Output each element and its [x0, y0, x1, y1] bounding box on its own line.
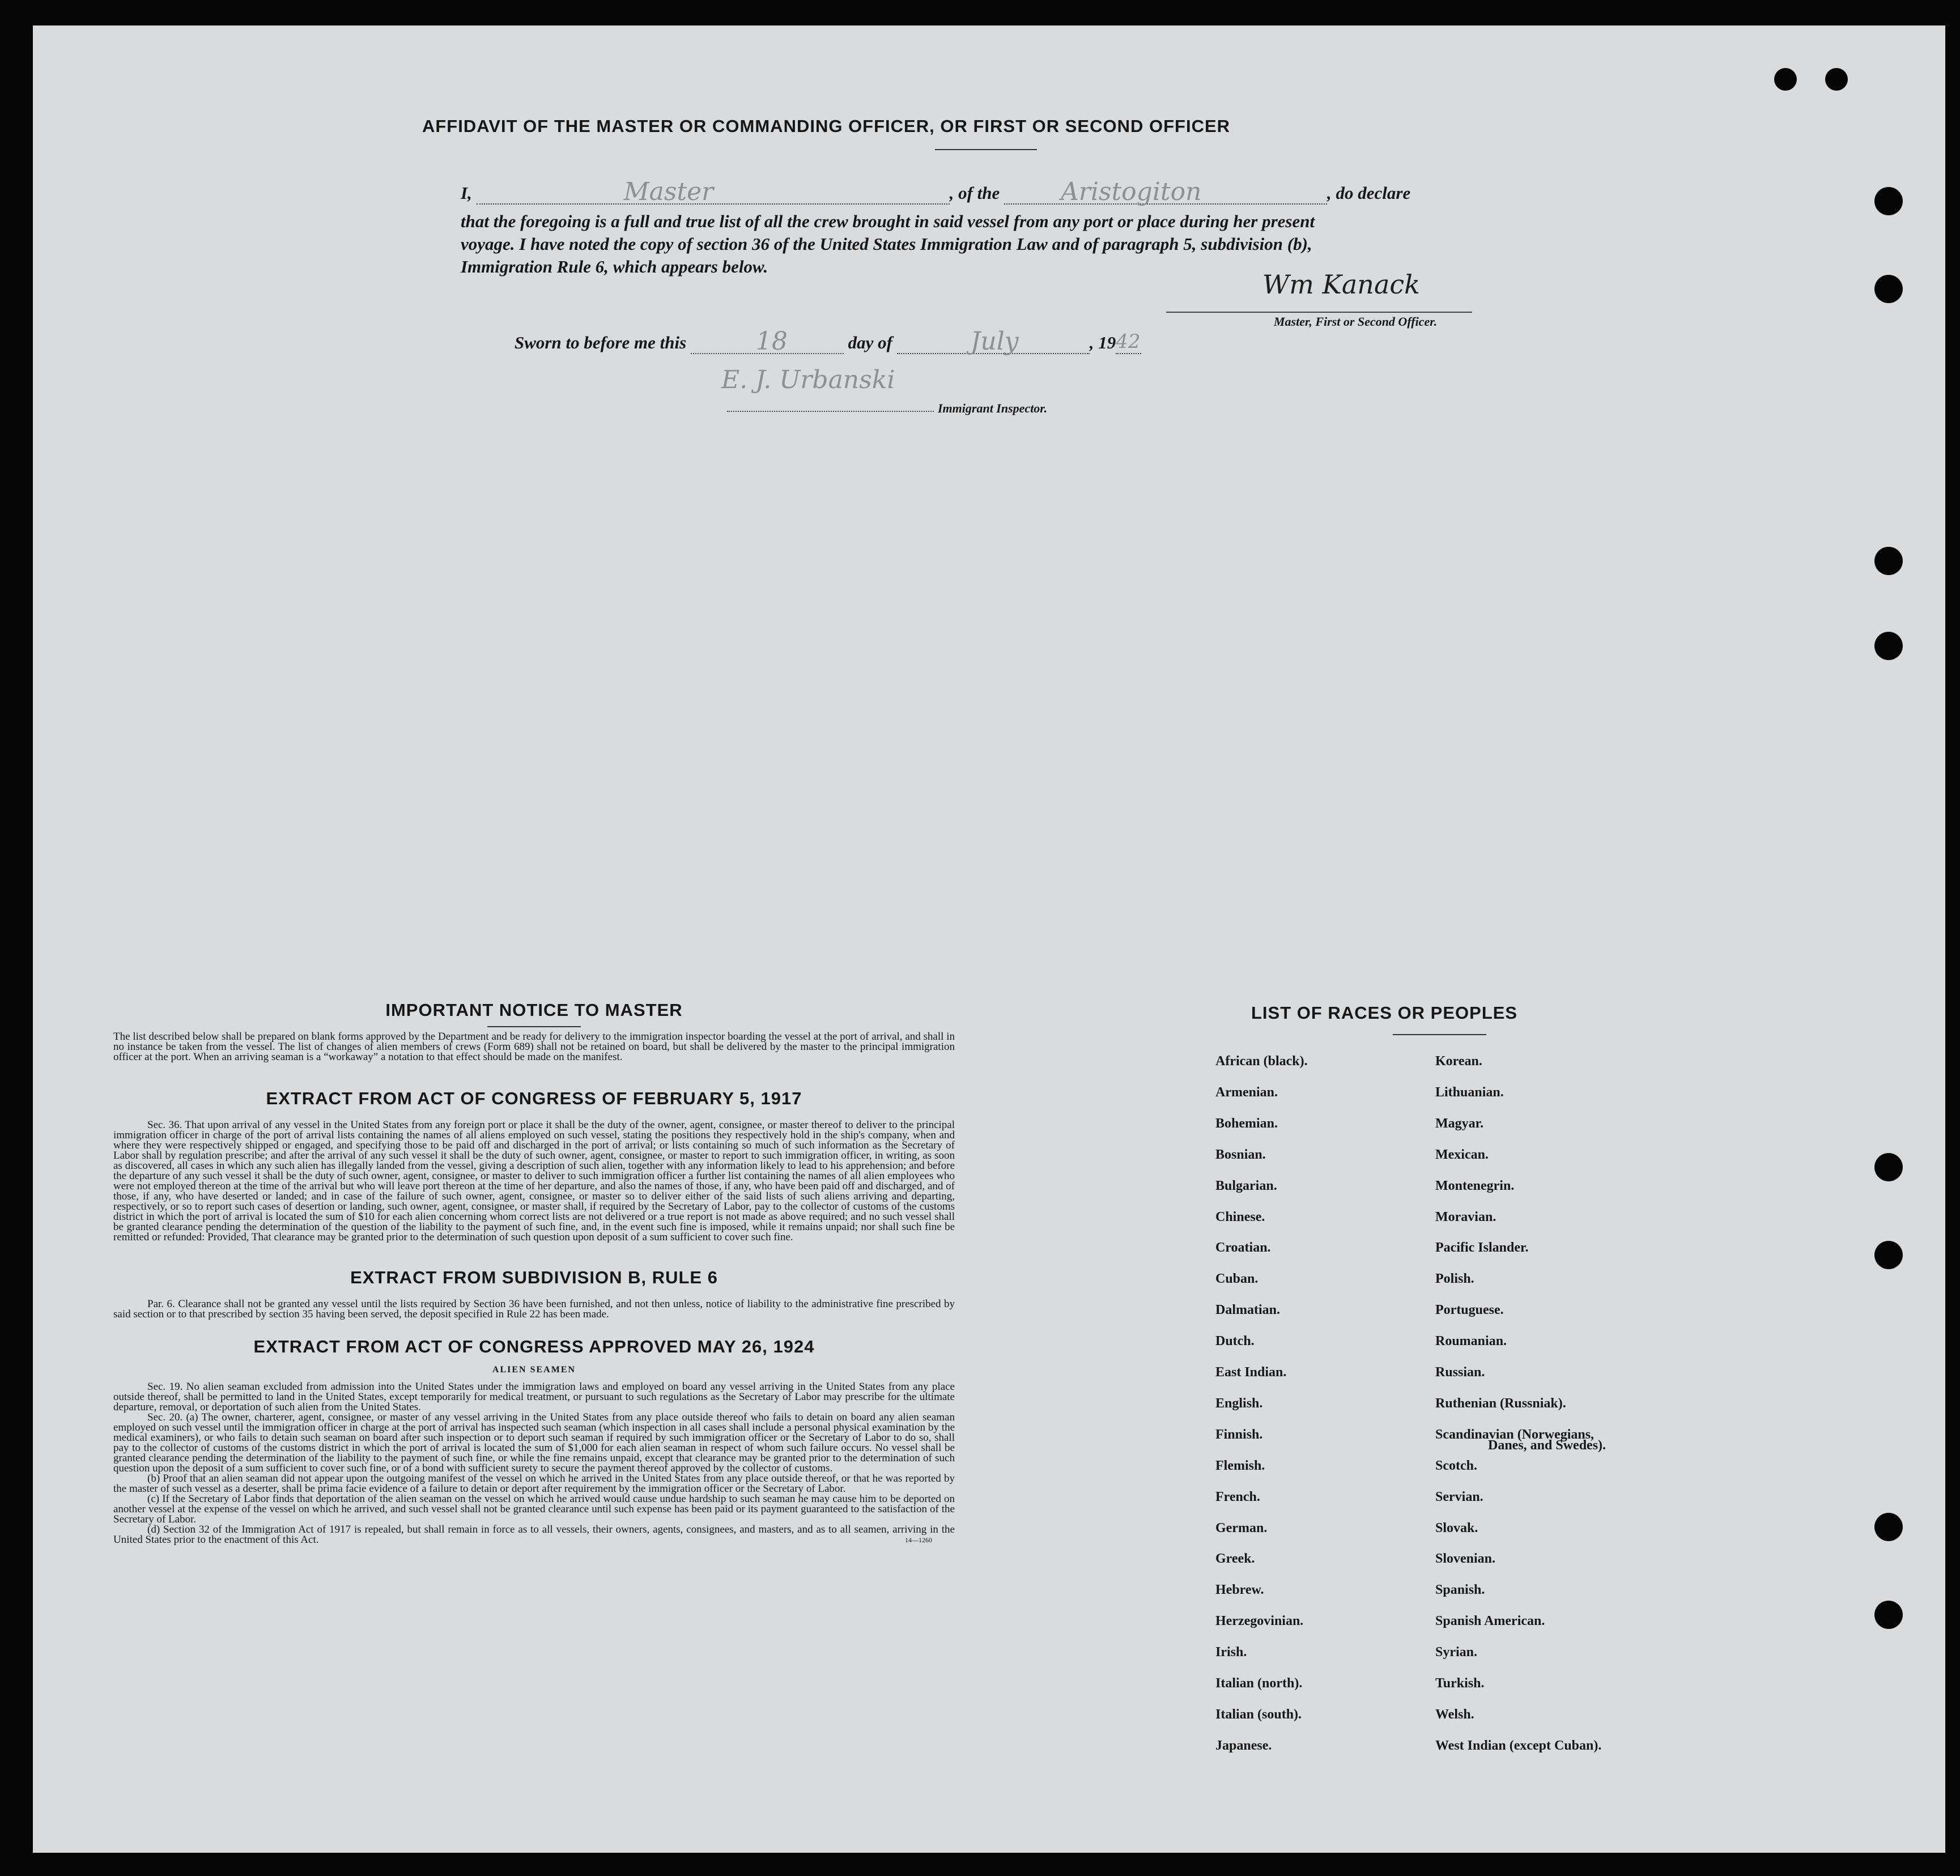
race-item: Japanese.: [1215, 1738, 1272, 1753]
punch-hole: [1874, 1513, 1903, 1541]
punch-hole: [1874, 1601, 1903, 1629]
form-number: 14—1260: [905, 1536, 932, 1544]
races-title-rule: [1393, 1034, 1486, 1035]
officer-handwritten: Master: [623, 177, 714, 206]
affidavit-line-2: that the foregoing is a full and true list of all the crew brought in said vessel from any port or place during her present: [461, 211, 1315, 231]
notice-title-rule: [487, 1026, 581, 1027]
race-item: East Indian.: [1215, 1365, 1287, 1380]
inspector-caption: Immigrant Inspector.: [938, 401, 1048, 415]
year-prefix: , 19: [1089, 333, 1116, 352]
race-item: Slovenian.: [1435, 1551, 1496, 1567]
year-field: [1116, 330, 1141, 354]
race-item: Ruthenian (Russniak).: [1435, 1396, 1566, 1411]
race-item: Flemish.: [1215, 1458, 1265, 1473]
inspector-handwritten: E. J. Urbanski: [721, 365, 895, 394]
race-item: Dalmatian.: [1215, 1303, 1280, 1318]
i-prefix: I,: [461, 183, 472, 203]
race-item: Greek.: [1215, 1551, 1255, 1567]
race-item: Irish.: [1215, 1645, 1247, 1660]
race-item: Croatian.: [1215, 1240, 1271, 1256]
extract-1924-p1: Sec. 19. No alien seaman excluded from admission into the United States under the immigration laws and employed on board any vessel arriving in the United States from any place outside thereof, shall be permitted to land in the United States, except temporarily for medical treatment, or pursuant to such regulations as the Secretary of Labor may prescribe for the ultimate departure, removal, or deportation of such alien from the United States.: [113, 1381, 955, 1413]
extract-1917-text: Sec. 36. That upon arrival of any vessel in the United States from any foreign port or place it shall be the duty of the owner, agent, consignee, or master thereof to deliver to the principal immigration officer in charge of the port of arrival lists containing the names of all aliens employed on such vessel, stating the positions they respectively hold in the ship's company, when and where they were respectively shipped or engaged, and specifying those to be paid off and discharged in the port of arrival; or lists containing so much of such information as the Secretary of Labor shall by regulation prescribe; and after the arrival of any such vessel it shall be the duty of such owner, agent, consignee, or master to report to such immigration officer, in writing, as soon as discovered, all cases in which any such alien has illegally landed from the vessel, giving a description of such alien, together with any information likely to lead to his apprehension; and before the departure of any such vessel it shall be the duty of such owner, agent, consignee, or master to deliver to such immigration officer a further list containing the names of all alien employees who were not employed thereon at the time of the arrival but who will leave port thereon at the time of her departure, and also the names of those, if any, who have been paid off and discharged, and of those, if any, who have deserted or landed; and in case of the failure of such owner, agent, consignee, or master so to deliver either of the said lists of such aliens arriving and departing, respectively, or so to report such cases of desertion or landing, such owner, agent, consignee, or master shall, if required by the Secretary of Labor, pay to the collector of customs of the customs district in which the port of arrival is located the sum of $10 for each alien concerning whom correct lists are not delivered or a true report is not made as above required; and no such vessel shall be granted clearance pending the determination of the question of the liability to the payment of such fine, and, in the event such fine is imposed, while it remains unpaid; nor shall such fine be remitted or refunded: Provided, That clearance may be granted prior to the determination of such question upon deposit of a sum sufficient to cover such fine.: [113, 1119, 955, 1243]
title-underline: [935, 149, 1037, 150]
do-declare-label: , do declare: [1327, 183, 1411, 203]
race-item: Welsh.: [1435, 1707, 1474, 1722]
race-item: Turkish.: [1435, 1676, 1485, 1691]
extract-rule6-text: Par. 6. Clearance shall not be granted any vessel until the lists required by Section 36 have been furnished, and not then unless, notice of liability to the administrative fine prescribed by said section or to that prescribed by section 35 having been served, the deposit specified in Rule 22 has been made.: [113, 1298, 955, 1320]
race-item: Polish.: [1435, 1271, 1474, 1287]
race-item: Italian (south).: [1215, 1707, 1302, 1722]
master-signature: Wm Kanack: [1262, 269, 1420, 300]
notice-section: [113, 1000, 955, 1545]
sworn-month-field: [897, 327, 1090, 356]
races-title: LIST OF RACES OR PEOPLES: [1251, 1003, 1518, 1023]
race-item: Syrian.: [1435, 1645, 1478, 1660]
vessel-field: [1004, 177, 1327, 206]
race-item: Dutch.: [1215, 1334, 1255, 1349]
race-item: Spanish American.: [1435, 1614, 1545, 1629]
punch-hole: [1825, 68, 1848, 91]
extract-1924-p3: (b) Proof that an alien seaman did not appear upon the outgoing manifest of the vessel on which he arrived in the United States from any place outside thereof, or that he was reported by the master of such vessel as a deserter, shall be prima facie evidence of a failure to detain or deport after requirement by the immigration officer or the Secretary of Labor.: [113, 1473, 955, 1495]
race-item: African (black).: [1215, 1054, 1308, 1069]
sworn-prefix: Sworn to before me this: [515, 333, 687, 352]
race-item: Cuban.: [1215, 1271, 1259, 1287]
race-item: Bulgarian.: [1215, 1178, 1277, 1193]
inspector-line: [727, 411, 934, 412]
race-item: Korean.: [1435, 1054, 1482, 1069]
punch-hole: [1874, 632, 1903, 660]
notice-text: The list described below shall be prepared on blank forms approved by the Department and be ready for delivery to the immigration inspector boarding the vessel at the port of arrival, and shall in no instance be taken from the vessel. The list of changes of alien members of crews (Form 689) shall not be retained on board, but shall be delivered by the master to the principal immigration officer at the port. When an arriving seaman is a “workaway” a notation to that effect should be made on the manifest.: [113, 1031, 955, 1063]
race-item: Pacific Islander.: [1435, 1240, 1529, 1256]
extract-rule6-title: EXTRACT FROM SUBDIVISION B, RULE 6: [350, 1267, 718, 1287]
punch-hole: [1874, 1241, 1903, 1269]
vessel-handwritten: Aristogiton: [1061, 177, 1202, 206]
punch-hole: [1874, 547, 1903, 575]
race-item: English.: [1215, 1396, 1263, 1411]
signature-caption: Master, First or Second Officer.: [1274, 314, 1438, 329]
year-handwritten: 42: [1116, 330, 1141, 353]
affidavit-line-4: Immigration Rule 6, which appears below.: [461, 257, 768, 276]
race-item: Italian (north).: [1215, 1676, 1303, 1691]
punch-hole: [1874, 275, 1903, 303]
race-item: Lithuanian.: [1435, 1084, 1504, 1100]
officer-field: [477, 177, 950, 206]
affidavit-line-3: voyage. I have noted the copy of section 36 of the United States Immigration Law and of paragraph 5, subdivision (b),: [461, 234, 1312, 254]
extract-1924-p4: (c) If the Secretary of Labor finds that deportation of the alien seaman on the vessel on which he arrived would cause undue hardship to such seaman he may cause him to be deported on another vessel at the expense of the vessel on which he arrived, and such vessel shall not be granted clearance until such expense has been paid or its payment guaranteed to the satisfaction of the Secretary of Labor.: [113, 1493, 955, 1525]
extract-1924-p5: (d) Section 32 of the Immigration Act of 1917 is repealed, but shall remain in force as to all vessels, their owners, agents, consignees, and masters, and as to all seamen, arriving in the United States prior to the enactment of this Act.: [113, 1524, 955, 1546]
race-item: Bohemian.: [1215, 1116, 1278, 1131]
of-the-label: , of the: [949, 183, 1000, 203]
race-item: Danes, and Swedes).: [1488, 1438, 1606, 1453]
affidavit-title: AFFIDAVIT OF THE MASTER OR COMMANDING OFFICER, OR FIRST OR SECOND OFFICER: [422, 116, 1231, 136]
punch-hole: [1874, 187, 1903, 215]
extract-1924-subtitle: ALIEN SEAMEN: [492, 1365, 576, 1375]
race-item: Bosnian.: [1215, 1147, 1266, 1162]
punch-hole: [1774, 68, 1797, 91]
race-item: Slovak.: [1435, 1520, 1478, 1535]
notice-title: IMPORTANT NOTICE TO MASTER: [385, 1000, 683, 1020]
extract-1924-title: EXTRACT FROM ACT OF CONGRESS APPROVED MAY 26, 1924: [253, 1337, 815, 1356]
race-item: Scotch.: [1435, 1458, 1477, 1473]
race-item: Spanish.: [1435, 1583, 1485, 1598]
race-item: Russian.: [1435, 1365, 1485, 1380]
sworn-line: [515, 327, 1614, 356]
race-item: Hebrew.: [1215, 1583, 1264, 1598]
race-item: French.: [1215, 1489, 1260, 1504]
race-item: Magyar.: [1435, 1116, 1484, 1131]
race-item: Servian.: [1435, 1489, 1483, 1504]
document-page: [33, 25, 1945, 1853]
race-item: Moravian.: [1435, 1209, 1496, 1224]
signature-line: [1166, 312, 1472, 313]
race-item: Montenegrin.: [1435, 1178, 1515, 1193]
extract-1924-p2: Sec. 20. (a) The owner, charterer, agent, consignee, or master of any vessel arriving in the United States from any place outside thereof who fails to detain on board any alien seaman employed on such vessel until the immigration officer in charge at the port of arrival has inspected such seaman (which inspection in all cases shall include a personal physical examination by the medical examiners), or who fails to detain such seaman on board after such inspection or to deport such seaman if required by such immigration officer or the Secretary of Labor to do so, shall pay to the collector of customs of the customs district in which the port of arrival is located the sum of $1,000 for each alien seaman in respect of whom such failure occurs. No vessel shall be granted clearance pending the determination of the liability to the payment of such fine, or while the fine remains unpaid, except that clearance may be granted prior to the determination of such question upon the deposit of a sum sufficient to cover such fine, or of a bond with sufficient surety to secure the payment thereof approved by the collector of customs.: [113, 1411, 955, 1474]
race-item: Roumanian.: [1435, 1334, 1507, 1349]
race-item: German.: [1215, 1520, 1268, 1535]
day-of-label: day of: [848, 333, 892, 352]
race-item: Finnish.: [1215, 1427, 1263, 1442]
punch-hole: [1874, 1153, 1903, 1181]
sworn-day-field: [691, 327, 844, 356]
race-item: Scandinavian (Norwegians,: [1435, 1427, 1595, 1442]
race-item: Chinese.: [1215, 1209, 1265, 1224]
race-item: Portuguese.: [1435, 1303, 1504, 1318]
race-item: Armenian.: [1215, 1084, 1278, 1100]
extract-1917-title: EXTRACT FROM ACT OF CONGRESS OF FEBRUARY 5, 1917: [266, 1088, 802, 1108]
sworn-month-handwritten: July: [970, 327, 1019, 356]
affidavit-line-1: [461, 177, 1560, 206]
race-item: Mexican.: [1435, 1147, 1489, 1162]
race-item: Herzegovinian.: [1215, 1614, 1304, 1629]
sworn-day-handwritten: 18: [755, 327, 788, 356]
race-item: West Indian (except Cuban).: [1435, 1738, 1602, 1753]
